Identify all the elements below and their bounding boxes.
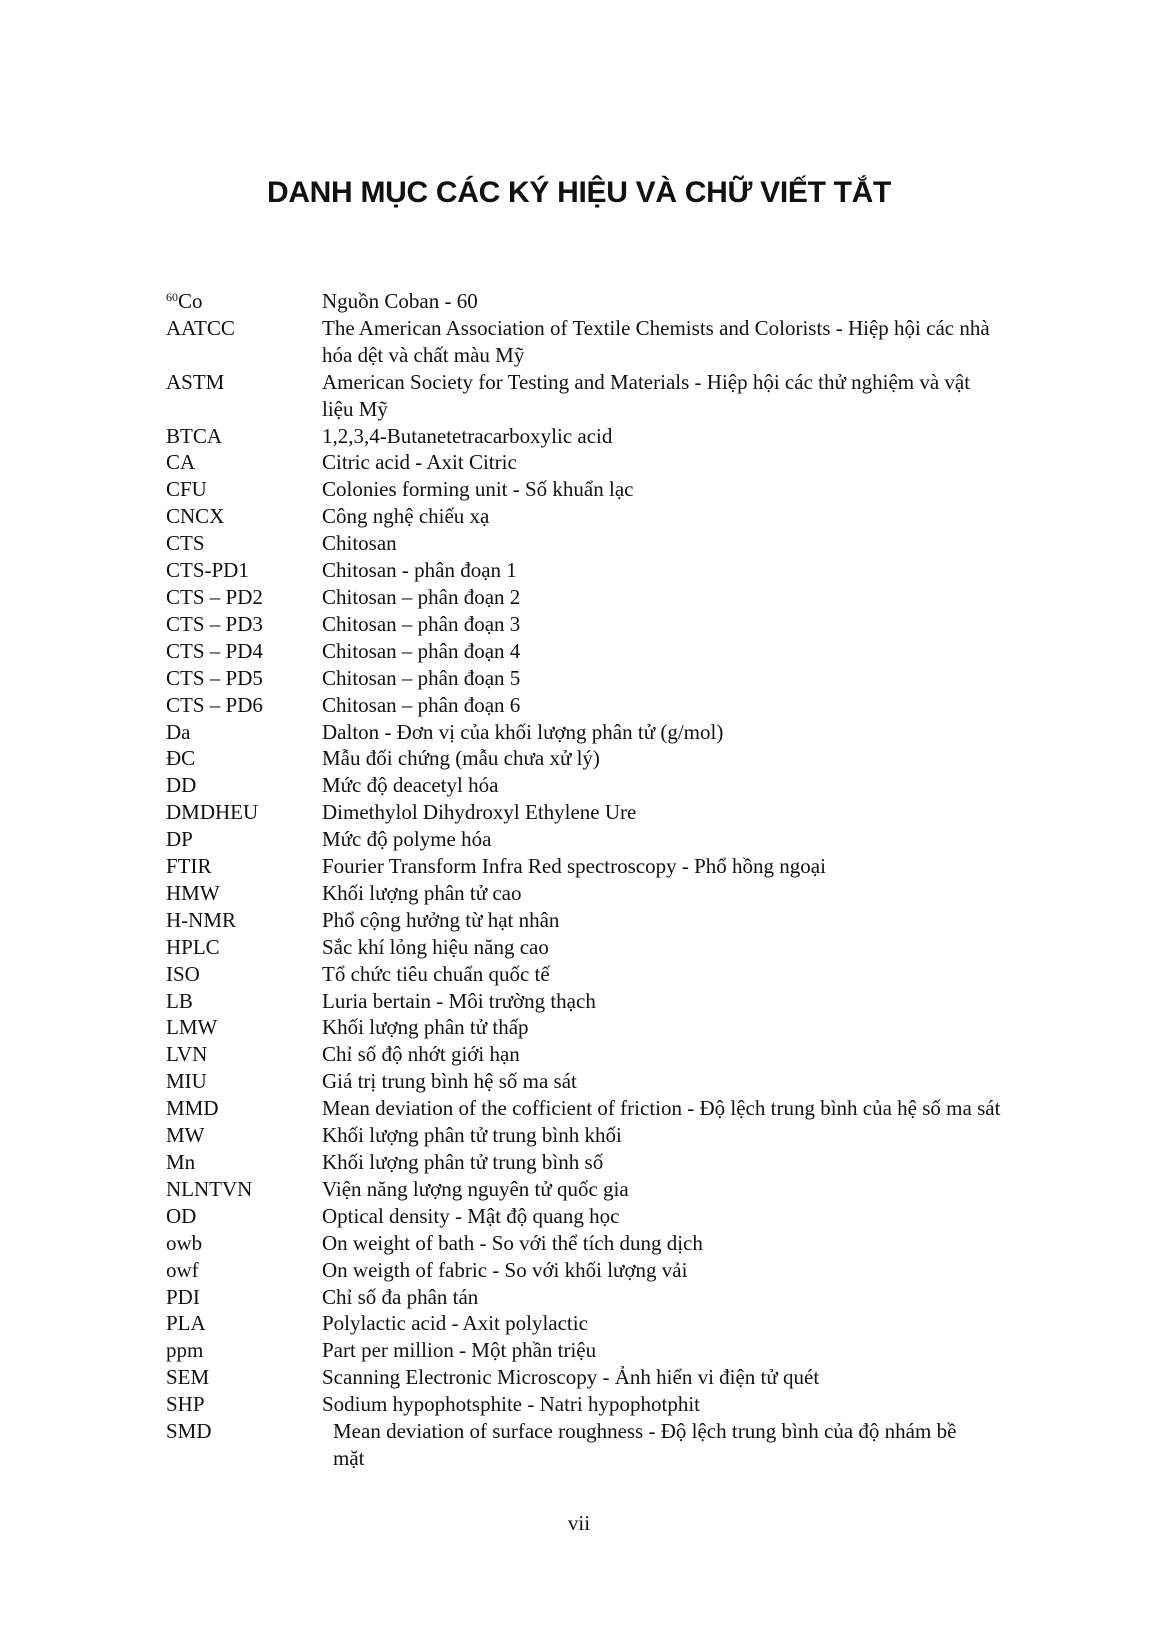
list-item [166,1149,1026,1176]
list-item [166,1364,1026,1391]
list-item [166,530,1026,557]
description: Khối lượng phân tử trung bình khối [322,1123,622,1148]
description: Chitosan – phân đoạn 3 [322,611,521,636]
abbreviation: LB [166,988,193,1013]
superscript: 60 [166,290,178,304]
abbreviation: CTS – PD3 [166,611,263,636]
abbreviation: SEM [166,1365,210,1390]
abbreviation: PLA [166,1311,206,1336]
list-item [166,799,1026,826]
list-item [166,880,1026,907]
list-item [166,557,1026,584]
abbreviation: MIU [166,1069,207,1094]
list-item [166,1203,1026,1230]
list-item [166,961,1026,988]
list-item [166,1230,1026,1257]
abbreviation: CTS – PD5 [166,665,263,690]
list-item [166,1041,1026,1068]
description: Chitosan - phân đoạn 1 [322,558,517,583]
description: Optical density - Mật độ quang học [322,1203,620,1228]
description: Chitosan – phân đoạn 6 [322,692,521,717]
list-item [166,1418,1026,1472]
description: 1,2,3,4-Butanetetracarboxylic acid [322,423,613,448]
abbreviation: CNCX [166,504,225,529]
description: Chitosan [322,531,397,556]
abbreviation: BTCA [166,423,223,448]
list-item [166,1095,1026,1122]
list-item [166,772,1026,799]
abbreviation: PDI [166,1284,200,1309]
description: American Society for Testing and Materials - Hiệp hội các thử nghiệm và vật liệu Mỹ [322,369,971,421]
list-item [166,934,1026,961]
abbreviation: CFU [166,477,207,502]
list-item [166,1310,1026,1337]
description: Mẫu đối chứng (mẫu chưa xử lý) [322,746,600,771]
description: Sodium hypophotsphite - Natri hypophotphit [322,1392,700,1417]
page-number: vii [567,1511,591,1535]
abbreviation: Mn [166,1150,196,1174]
description: Chỉ số độ nhớt giới hạn [322,1042,520,1067]
description: Khối lượng phân tử thấp [322,1015,529,1040]
description: Chitosan – phân đoạn 5 [322,665,521,690]
description: Chitosan – phân đoạn 4 [322,638,521,663]
abbreviation: CTS – PD4 [166,638,263,663]
list-item [166,288,1026,315]
abbreviation: MMD [166,1096,219,1121]
description: On weight of bath - So với thể tích dung dịch [322,1230,703,1255]
list-item [166,665,1026,692]
abbreviation: owf [166,1257,199,1282]
description: Chitosan – phân đoạn 2 [322,584,521,609]
description: Fourier Transform Infra Red spectroscopy - Phổ hồng ngoại [322,854,826,879]
list-item [166,1068,1026,1095]
abbreviation [166,288,322,315]
list-item [166,1337,1026,1364]
list-item [166,1284,1026,1311]
description: Chỉ số đa phân tán [322,1284,479,1309]
description: Khối lượng phân tử trung bình số [322,1150,604,1174]
abbreviation: Da [166,719,191,744]
abbreviation: NLNTVN [166,1176,253,1201]
abbreviation: LVN [166,1042,208,1067]
list-item [166,907,1026,934]
list-item [166,476,1026,503]
description: Mean deviation of the cofficient of friction - Độ lệch trung bình của hệ số ma sát [322,1096,1001,1121]
abbreviation: ĐC [166,746,196,771]
list-item [166,584,1026,611]
description: Công nghệ chiếu xạ [322,504,490,529]
list-item [166,826,1026,853]
page-title: DANH MỤC CÁC KÝ HIỆU VÀ CHỮ VIẾT TẮT [266,176,892,210]
abbreviation: CTS – PD2 [166,584,263,609]
description: Polylactic acid - Axit polylactic [322,1311,588,1336]
abbreviation: H-NMR [166,907,237,932]
description: Nguồn Coban - 60 [322,289,478,313]
list-item [166,611,1026,638]
list-item [166,745,1026,772]
abbreviation: SHP [166,1392,205,1417]
description: Viện năng lượng nguyên tử quốc gia [322,1176,629,1201]
list-item [166,1122,1026,1149]
list-item [166,719,1026,746]
description: Sắc khí lỏng hiệu năng cao [322,934,549,959]
list-item [166,449,1026,476]
list-item [166,692,1026,719]
abbreviation: ppm [166,1338,204,1363]
abbreviation: DP [166,827,193,852]
description: On weigth of fabric - So với khối lượng vải [322,1257,688,1282]
abbreviation: ISO [166,961,200,986]
description: Mean deviation of surface roughness - Độ lệch trung bình của độ nhám bề mặt [333,1419,957,1470]
list-item [166,1391,1026,1418]
abbreviation: FTIR [166,854,212,879]
abbreviation: HMW [166,880,220,905]
abbreviation: owb [166,1230,203,1255]
list-item [166,369,1026,423]
description: Dimethylol Dihydroxyl Ethylene Ure [322,800,637,825]
list-item [166,1257,1026,1284]
description: Scanning Electronic Microscopy - Ảnh hiển vi điện tử quét [322,1365,820,1390]
description: Mức độ deacetyl hóa [322,773,499,798]
list-item [166,1014,1026,1041]
abbreviation: ASTM [166,369,225,394]
list-item [166,988,1026,1015]
description: Giá trị trung bình hệ số ma sát [322,1069,577,1094]
description: The American Association of Textile Chemists and Colorists - Hiệp hội các nhà hóa dệt và chất màu Mỹ [322,315,990,367]
abbreviation-list [166,288,1026,1472]
description: Mức độ polyme hóa [322,827,492,852]
list-item [166,1176,1026,1203]
abbreviation: CTS-PD1 [166,558,249,583]
abbreviation: SMD [166,1419,212,1444]
abbreviation: MW [166,1123,205,1148]
description: Phổ cộng hưởng từ hạt nhân [322,907,560,932]
abbreviation: OD [166,1203,197,1228]
abbreviation: DMDHEU [166,800,259,825]
list-item [166,423,1026,450]
description: Dalton - Đơn vị của khối lượng phân tử (g/mol) [322,719,724,744]
list-item [166,853,1026,880]
list-item [166,638,1026,665]
abbreviation: LMW [166,1015,218,1040]
description: Colonies forming unit - Số khuẩn lạc [322,477,634,502]
abbreviation: AATCC [166,315,235,340]
abbreviation: CTS – PD6 [166,692,263,717]
abbreviation: CTS [166,531,205,556]
description: Khối lượng phân tử cao [322,880,522,905]
description: Luria bertain - Môi trường thạch [322,988,596,1013]
list-item [166,315,1026,369]
description: Citric acid - Axit Citric [322,450,517,475]
description: Part per million - Một phần triệu [322,1338,597,1363]
abbreviation: DD [166,773,197,798]
description: Tổ chức tiêu chuẩn quốc tế [322,961,550,986]
abbreviation: CA [166,450,196,475]
abbreviation-base: Co [178,289,203,313]
abbreviation: HPLC [166,934,220,959]
list-item [166,503,1026,530]
